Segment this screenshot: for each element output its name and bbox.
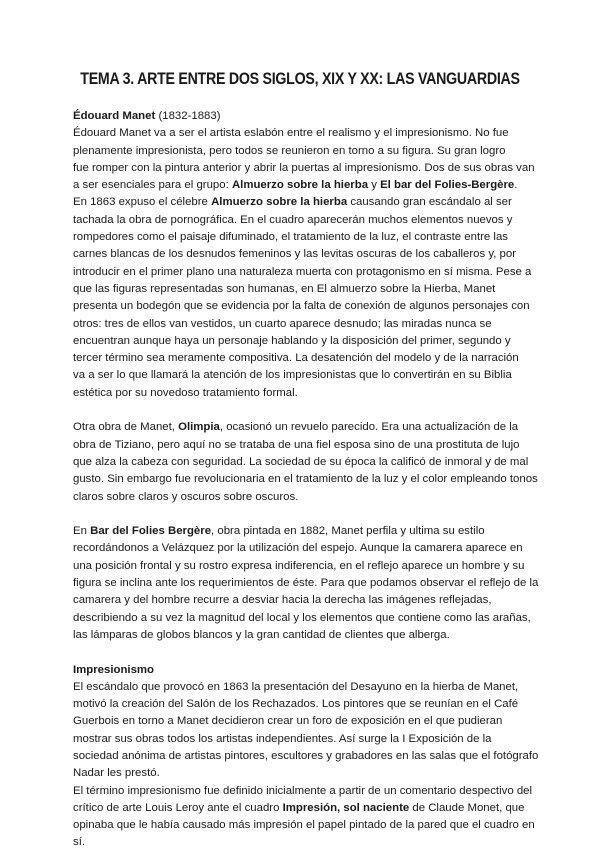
text-line: introducir en el primer plano una naturaleza muerta con protagonismo en sí misma. Pese a [73, 265, 532, 278]
heading-dates: (1832-1883) [155, 110, 221, 122]
section-heading-manet [73, 108, 533, 125]
artwork-title: Impresión, sol naciente [282, 801, 410, 814]
text-line: estética por su novedoso tratamiento formal. [73, 386, 298, 399]
section-heading-impresionismo [73, 662, 533, 679]
artwork-title: Olimpia [178, 421, 220, 434]
text-line: opinaba que le había causado más impresión el papel pintado de la pared que el cuadro en [73, 819, 535, 832]
text-span: En 1863 expuso el célebre [73, 196, 212, 209]
text-line: camarera y del hombre recurre a desviar hacia la derecha las imágenes reflejadas, [73, 594, 492, 607]
text-line: motivó la creación del Salón de los Rechazados. Los pintores que se reunían en el Café [73, 698, 519, 711]
artwork-title: Bar del Folies Bergère [90, 525, 212, 538]
text-line: que las figuras representadas son humanas, en El almuerzo sobre la Hierba, Manet [73, 282, 496, 295]
document-title: TEMA 3. ARTE ENTRE DOS SIGLOS, XIX Y XX: LAS VANGUARDIAS [80, 70, 520, 88]
text-line: presenta un bodegón que se evidencia por la falta de conexión de algunos personajes con [73, 300, 530, 313]
paragraph-gap [73, 402, 533, 419]
text-line: las lámparas de globos blancos y la gran cantidad de clientes que alberga. [73, 628, 450, 641]
text-line: recordándonos a Velázquez por la utilización del espejo. Aunque la camarera aparece en [73, 542, 523, 555]
text-line: otros: tres de ellos van vestidos, un cuarto aparece desnudo; las miradas nunca se [73, 317, 492, 330]
text-line: encuentran aunque haya un personaje hablando y la disposición del primer, segundo y [73, 334, 511, 347]
text-line: Nadar les prestó. [73, 767, 160, 780]
text-line: carnes blancas de los desnudos femeninos y las levitas oscuras de los caballeros y, por [73, 248, 516, 261]
text-span: . [514, 179, 518, 192]
text-line: plenamente impresionista, pero todos se reunieron en torno a su figura. Su gran logro [73, 144, 506, 157]
text-line: describiendo a su vez la magnitud del local y los elementos que contiene como las arañas, [73, 611, 531, 624]
text-line [73, 177, 533, 194]
text-span: Otra obra de Manet, [73, 421, 179, 434]
text-line: sí. [73, 836, 86, 849]
paragraph-gap [73, 644, 533, 661]
artwork-title: Almuerzo sobre la hierba [231, 179, 369, 192]
text-line: que alza la cabeza con seguridad. La sociedad de su época la calificó de inmoral y de mal [73, 455, 529, 468]
artwork-title: Almuerzo sobre la hierba [211, 196, 348, 209]
text-span: de Claude Monet, que [409, 801, 525, 814]
text-line [73, 800, 533, 817]
text-line: Édouard Manet va a ser el artista eslabón entre el realismo y el impresionismo. No fue [73, 127, 509, 140]
text-span: , ocasionó un revuelo parecido. Era una actualización de la [219, 421, 519, 434]
text-line [73, 523, 533, 540]
text-line: una posición frontal y su rostro expresa indiferencia, en el reflejo aparece un hombre y su [73, 559, 525, 572]
text-span: a ser esenciales para el grupo: [73, 179, 232, 192]
text-line: tercer término sea meramente compositiva. La desatención del modelo y de la narración [73, 352, 519, 365]
text-line: rompedores como el paisaje difuminado, el tratamiento de la luz, el contraste entre las [73, 231, 508, 244]
text-line: El escándalo que provocó en 1863 la presentación del Desayuno en la hierba de Manet, [73, 680, 519, 693]
text-line: va a ser lo que llamará la atención de los impresionistas que lo convertirán en su Biblia [73, 369, 512, 382]
text-span: En [73, 525, 91, 538]
text-line: fue romper con la pintura anterior y abrir la puertas al impresionismo. Dos de sus obras van [73, 161, 535, 174]
document-body [73, 108, 539, 852]
text-line: figura se inclina ante los requerimientos de éste. Para que podamos observar el reflejo de la [73, 577, 539, 590]
text-span: crítico de arte Louis Leroy ante el cuadro [73, 801, 283, 814]
text-line: mostrar sus obras todos los artistas independientes. Así surge la I Exposición de la [73, 732, 492, 745]
text-line [73, 194, 533, 211]
text-line: Guerbois en torno a Manet decidieron crear un foro de exposición en el que pudieran [73, 715, 503, 728]
heading-name: Édouard Manet [73, 110, 156, 122]
text-line [73, 419, 533, 436]
text-span: causando gran escándalo al ser [347, 196, 512, 209]
text-line: El término impresionismo fue definido inicialmente a partir de un comentario despectivo del [73, 784, 533, 797]
text-line: obra de Tiziano, pero aquí no se trataba de una fiel esposa sino de una prostituta de lujo [73, 438, 520, 451]
text-line: gusto. Sin embargo fue revolucionaria en el tratamiento de la luz y el color empleando tonos [73, 473, 538, 486]
artwork-title: El bar del Folies-Bergère [380, 179, 515, 192]
text-line: sociedad anónima de artistas pintores, escultores y grabadores en las salas que el fotógrafo [73, 749, 539, 762]
text-span: y [368, 179, 381, 192]
paragraph-gap [73, 506, 533, 523]
text-line: tachada la obra de pornográfica. En el cuadro aparecerán muchos elementos nuevos y [73, 213, 513, 226]
heading-text: Impresionismo [73, 663, 155, 676]
text-span: , obra pintada en 1882, Manet perfila y ultima su estilo [211, 525, 485, 538]
text-line: claros sobre claros y oscuros sobre oscuros. [73, 490, 299, 503]
